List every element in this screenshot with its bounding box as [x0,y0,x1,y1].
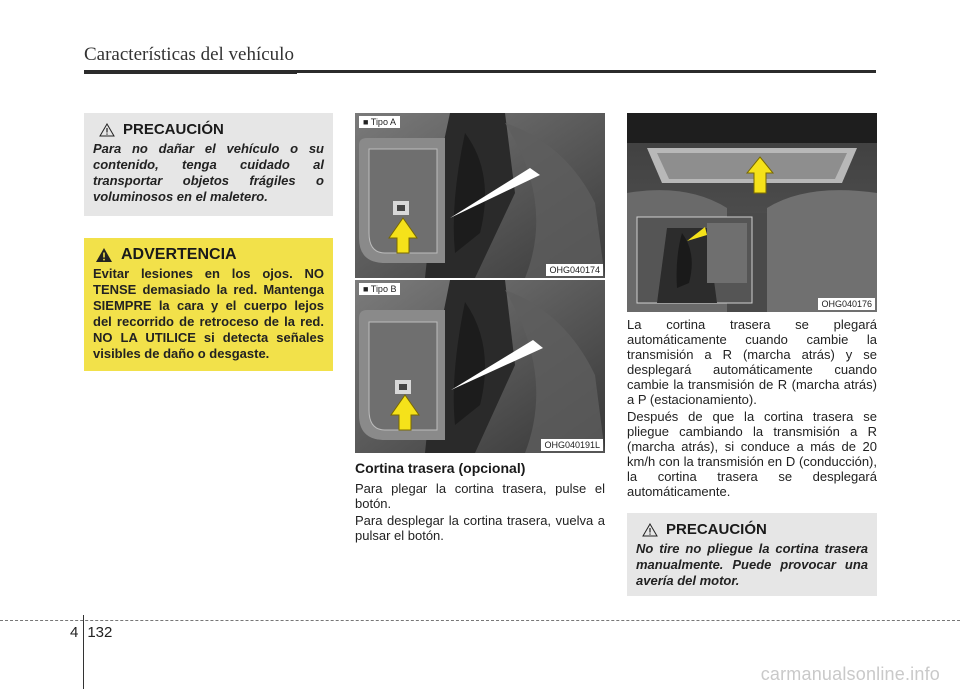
warning-box-left [84,238,333,371]
figure-a-code: OHG040174 [546,264,603,276]
caution-right-title-row [636,521,868,538]
figure-type-a [355,113,605,278]
warning-triangle-icon [642,523,658,537]
section-heading: Cortina trasera (opcional) [355,460,526,476]
figure-b-code: OHG040191L [541,439,603,451]
section-paragraph-2: Para desplegar la cortina trasera, vuelva a pulsar el botón. [355,513,605,543]
figure-c-code: OHG040176 [818,298,875,310]
page-header-title: Características del vehículo [84,44,294,65]
header-rule-accent [84,70,297,74]
caution-title: PRECAUCIÓN [123,121,224,138]
caution-title-row [93,121,324,138]
watermark-text: carmanualsonline.info [760,664,940,684]
chapter-number: 4 [70,624,79,641]
page-number-value: 132 [87,624,113,641]
footer-rule [0,620,960,621]
warning-filled-icon [95,247,113,263]
warning-body: Evitar lesiones en los ojos. NO TENSE demasiado la red. Mantenga SIEMPRE la cara y el cuerpo lejos del recorrido de retroceso de la red. NO LA UTILICE si detecta señales visibles de daño o desgaste. [93,266,324,361]
caution-box-right [627,513,877,596]
figure-a-tag: ■ Tipo A [359,116,400,128]
shifter-photo-a [355,113,605,278]
right-paragraph-1: La cortina trasera se plegará automáticamente cuando cambie la transmisión a R (marcha atrás) y se desplegará automáticamente cuando cambie la transmisión de R (marcha atrás) a P (estacionamiento). [627,317,877,407]
section-paragraph-1: Para plegar la cortina trasera, pulse el botón. [355,481,605,511]
figure-rear-curtain [627,113,877,312]
figure-type-b [355,280,605,453]
page-number [70,624,112,641]
caution-body: Para no dañar el vehículo o su contenido, tenga cuidado al transportar objetos frágiles o voluminosos en el maletero. [93,141,324,204]
shifter-photo-b [355,280,605,453]
right-paragraph-2: Después de que la cortina trasera se pliegue cambiando la transmisión a R (marcha atrás), si conduce a más de 20 km/h con la transmisión en D (conducción), la cortina trasera se desplegará automáticamente. [627,409,877,499]
caution-right-body: No tire no pliegue la cortina trasera manualmente. Puede provocar una avería del motor. [636,541,868,588]
caution-right-title: PRECAUCIÓN [666,521,767,538]
rear-curtain-photo [627,113,877,312]
caution-box-left [84,113,333,216]
warning-title: ADVERTENCIA [121,246,237,263]
warning-triangle-icon [99,123,115,137]
warning-title-row [93,246,324,264]
figure-b-tag: ■ Tipo B [359,283,400,295]
